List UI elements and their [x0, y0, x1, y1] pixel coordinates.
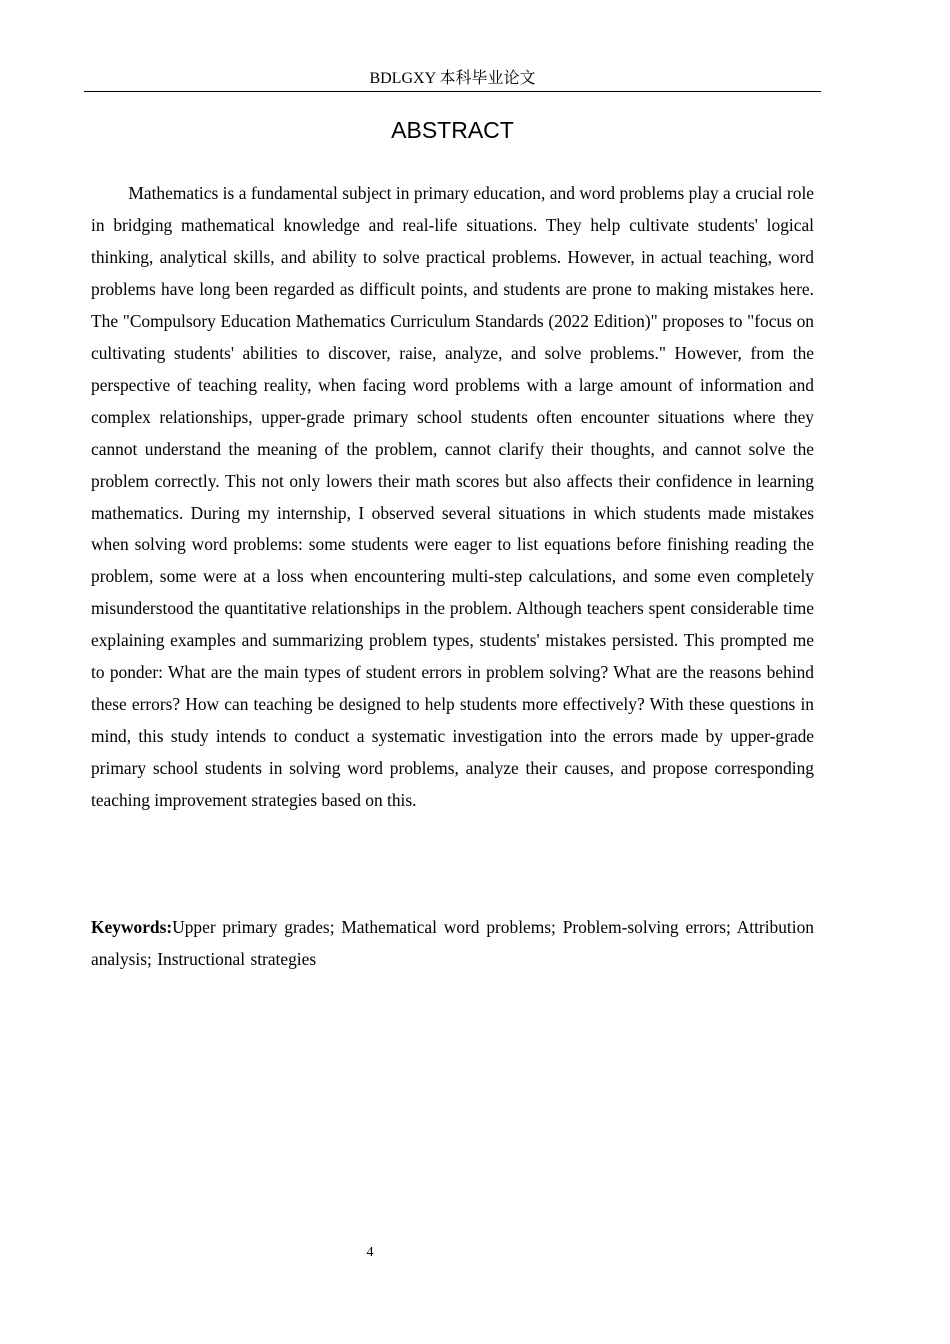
running-header: BDLGXY 本科毕业论文	[369, 70, 536, 87]
abstract-title: ABSTRACT	[391, 117, 514, 143]
keywords-list: Upper primary grades; Mathematical word problems; Problem-solving errors; Attribution analysis; Instructional strategies	[91, 917, 814, 969]
header-divider	[84, 91, 821, 92]
keywords-paragraph	[91, 912, 814, 976]
page-number: 4	[366, 1245, 374, 1260]
keywords-label: Keywords:	[91, 917, 173, 937]
abstract-body: Mathematics is a fundamental subject in primary education, and word problems play a crucial role in bridging mathematical knowledge and real-life situations. They help cultivate students' logical thinking, analytical skills, and ability to solve practical problems. However, in actual teaching, word problems have long been regarded as difficult points, and students are prone to making mistakes here. The "Compulsory Education Mathematics Curriculum Standards (2022 Edition)" proposes to "focus on cultivating students' abilities to discover, raise, analyze, and solve problems." However, from the perspective of teaching reality, when facing word problems with a large amount of information and complex relationships, upper-grade primary school students often encounter situations where they cannot understand the meaning of the problem, cannot clarify their thoughts, and cannot solve the problem correctly. This not only lowers their math scores but also affects their confidence in learning mathematics. During my internship, I observed several situations in which students made mistakes when solving word problems: some students were eager to list equations before finishing reading the problem, some were at a loss when encountering multi-step calculations, and some even completely misunderstood the quantitative relationships in the problem. Although teachers spent considerable time explaining examples and summarizing problem types, students' mistakes persisted. This prompted me to ponder: What are the main types of student errors in problem solving? What are the reasons behind these errors? How can teaching be designed to help students more effectively? With these questions in mind, this study intends to conduct a systematic investigation into the errors made by upper-grade primary school students in solving word problems, analyze their causes, and propose corresponding teaching improvement strategies based on this.	[91, 183, 814, 811]
